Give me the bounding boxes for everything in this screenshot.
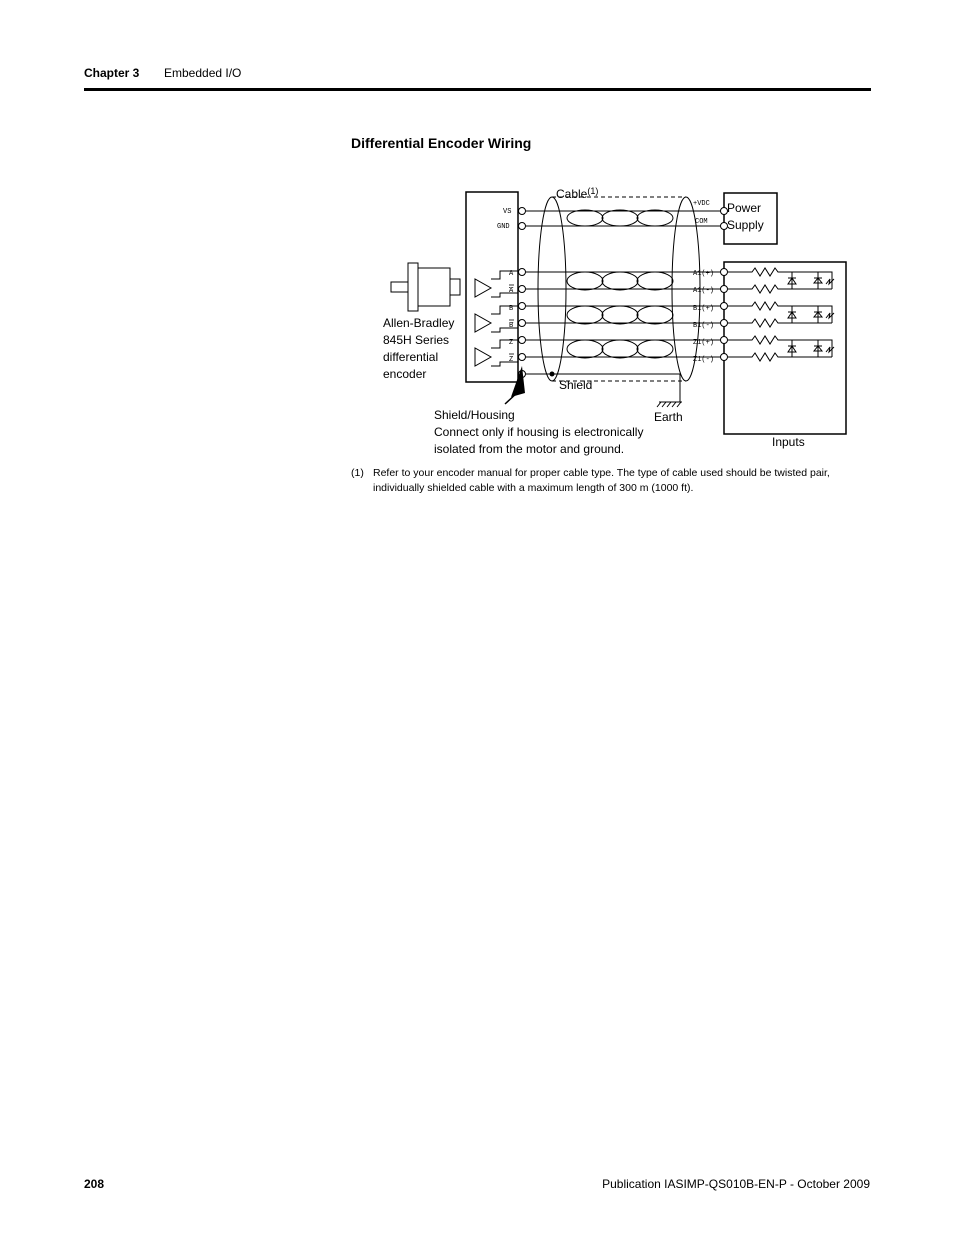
section-heading: Differential Encoder Wiring — [351, 135, 532, 151]
shield-label: Shield — [559, 378, 593, 392]
input-circuits — [728, 268, 834, 361]
inputs-box — [724, 262, 846, 434]
pin-a-bar-label: A — [509, 287, 514, 295]
shield-housing-label-1: Shield/Housing — [434, 408, 515, 422]
pin-gnd-label: GND — [497, 223, 510, 231]
ps-pin-com-label: COM — [695, 218, 708, 226]
page-number: 208 — [84, 1177, 105, 1191]
inputs-label: Inputs — [772, 435, 805, 449]
power-supply-label-1: Power — [727, 201, 762, 215]
pin-b-label: B — [509, 305, 514, 313]
encoder-label-3: differential — [383, 350, 439, 364]
wires — [519, 208, 722, 378]
input-pin-z1p: Z1(+) — [693, 339, 715, 347]
input-pin-b1p: B1(+) — [693, 305, 715, 313]
chapter-label: Chapter 3 — [84, 66, 140, 80]
shield-housing-label-3: isolated from the motor and ground. — [434, 442, 625, 456]
input-pin-b1m: B1(-) — [693, 322, 715, 330]
encoder-label-2: 845H Series — [383, 333, 450, 347]
footnote — [351, 466, 876, 496]
wiring-diagram — [0, 0, 954, 470]
publication-info: Publication IASIMP-QS010B-EN-P - October 2009 — [602, 1177, 870, 1191]
encoder-label-4: encoder — [383, 367, 427, 381]
pin-vs-label: VS — [503, 208, 512, 216]
cable-label: Cable$^{(1)}$ — [556, 186, 599, 201]
power-supply-label-2: Supply — [727, 218, 764, 232]
encoder-body-icon — [391, 263, 460, 311]
input-pin-a1p: A1(+) — [693, 270, 715, 278]
pin-b-bar-label: B — [509, 322, 514, 330]
input-pin-a1m: A1(-) — [693, 287, 715, 295]
footnote-text: Refer to your encoder manual for proper cable type. The type of cable used should be twisted pair, individually shielded cable with a maximum length of 300 m (1000 ft). — [373, 467, 830, 494]
section-label: Embedded I/O — [164, 66, 242, 80]
shield-junction — [550, 372, 555, 377]
pin-z-label: Z — [509, 339, 514, 347]
ps-pin-vdc-label: +VDC — [693, 200, 710, 208]
pin-a-label: A — [509, 270, 514, 278]
earth-ground-icon — [657, 374, 682, 407]
pin-z-bar-label: Z — [509, 356, 514, 364]
encoder-label-1: Allen-Bradley — [383, 316, 455, 330]
footnote-number: (1) — [351, 467, 364, 479]
earth-label: Earth — [654, 410, 683, 424]
shield-housing-label-2: Connect only if housing is electronically — [434, 425, 644, 439]
input-pin-z1m: Z1(-) — [693, 356, 715, 364]
